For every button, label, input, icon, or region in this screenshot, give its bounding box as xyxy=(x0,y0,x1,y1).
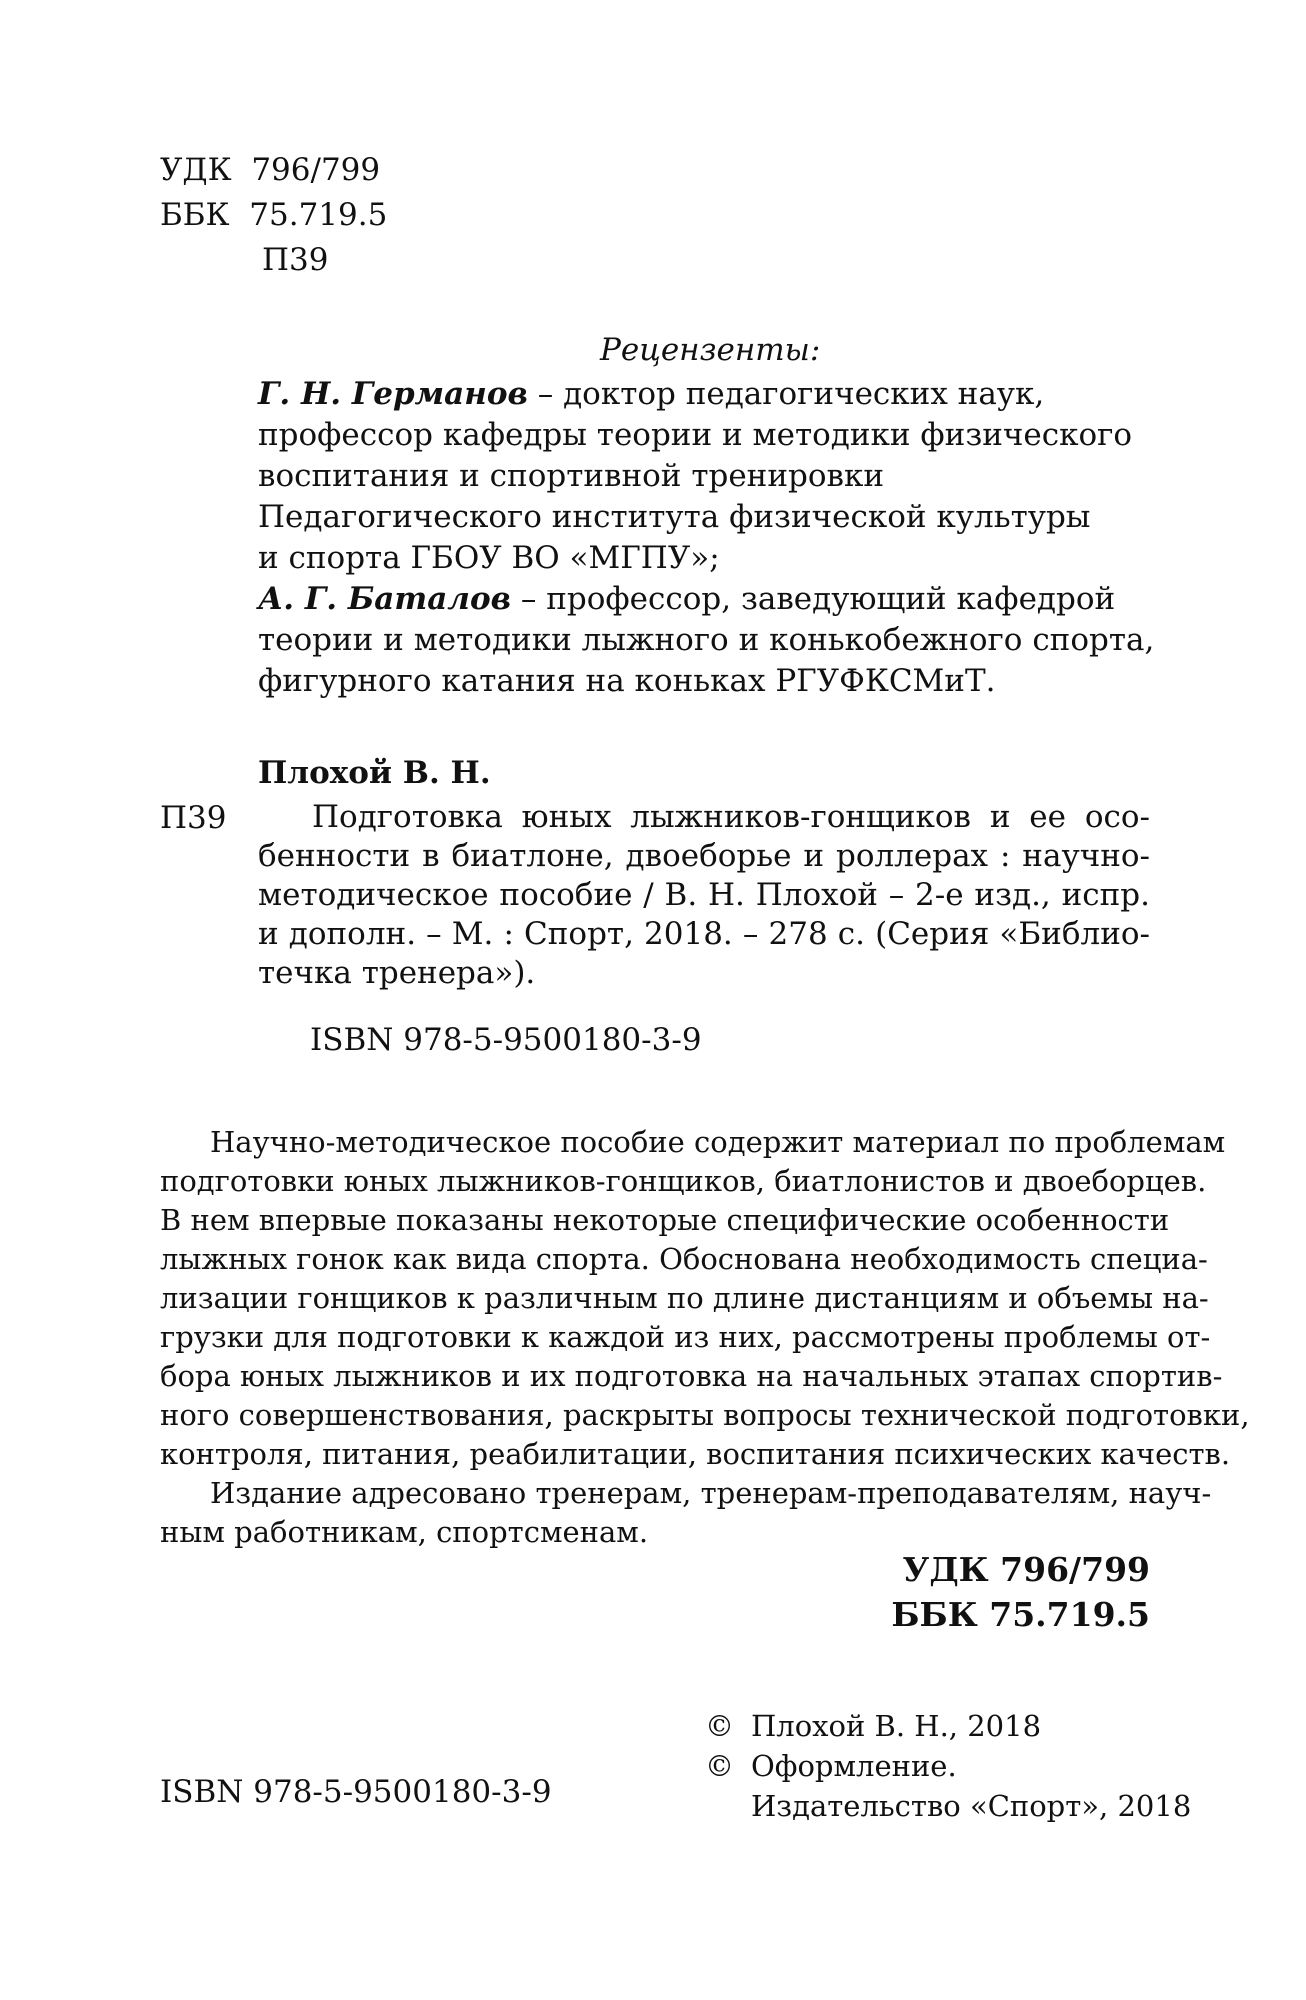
footer-isbn: ISBN 978-5-9500180-3-9 xyxy=(160,1774,552,1810)
copyright-symbol: © xyxy=(705,1749,734,1783)
record-author: Плохой В. Н. xyxy=(258,755,491,791)
reviewer-2: А. Г. Баталов – профессор, заведующий кафедрой xyxy=(258,581,1116,617)
annotation-line: ного совершенствования, раскрыты вопросы технической подготовки, xyxy=(160,1398,1250,1432)
udk-code-top: УДК 796/799 xyxy=(160,152,381,188)
reviewer-1-line-2: профессор кафедры теории и методики физического xyxy=(258,417,1133,453)
copyright-line-2: © Оформление. xyxy=(705,1746,957,1786)
author-mark-top: П39 xyxy=(262,242,329,278)
copyright-line-3: Издательство «Спорт», 2018 xyxy=(751,1789,1192,1823)
annotation-line: грузки для подготовки к каждой из них, рассмотрены проблемы от- xyxy=(160,1320,1211,1354)
copyright-symbol: © xyxy=(705,1709,734,1743)
description-line: течка тренера»). xyxy=(258,955,536,991)
record-isbn: ISBN 978-5-9500180-3-9 xyxy=(310,1022,702,1058)
annotation-line: контроля, питания, реабилитации, воспитания психических качеств. xyxy=(160,1437,1231,1471)
annotation-line: лизации гонщиков к различным по длине дистанциям и объемы на- xyxy=(160,1281,1209,1315)
annotation-line: бора юных лыжников и их подготовка на начальных этапах спортив- xyxy=(160,1359,1223,1393)
reviewer-2-name: А. Г. Баталов xyxy=(258,581,512,617)
reviewer-2-line-3: фигурного катания на коньках РГУФКСМиТ. xyxy=(258,663,996,699)
reviewer-1-line-5: и спорта ГБОУ ВО «МГПУ»; xyxy=(258,540,720,576)
annotation-line: Издание адресовано тренерам, тренерам-преподавателям, науч- xyxy=(210,1476,1212,1510)
description-line: методическое пособие / В. Н. Плохой – 2-е изд., испр. xyxy=(258,877,1150,913)
record-mark: П39 xyxy=(160,800,227,836)
annotation-line: Научно-методическое пособие содержит материал по проблемам xyxy=(210,1125,1226,1159)
bibliographic-description xyxy=(258,798,1150,993)
reviewer-1-name: Г. Н. Германов xyxy=(258,376,528,412)
copyright-line-1: © Плохой В. Н., 2018 xyxy=(705,1706,1041,1746)
reviewer-1: Г. Н. Германов – доктор педагогических наук, xyxy=(258,376,1045,412)
annotation-line: ным работникам, спортсменам. xyxy=(160,1515,649,1549)
udk-code-bottom: УДК 796/799 xyxy=(902,1550,1150,1589)
annotation xyxy=(160,1123,1250,1552)
bbk-code-top: ББК 75.719.5 xyxy=(160,197,388,233)
description-line: Подготовка юных лыжников-гонщиков и ее осо- xyxy=(312,799,1150,835)
reviewer-1-line-4: Педагогического института физической культуры xyxy=(258,499,1091,535)
annotation-line: подготовки юных лыжников-гонщиков, биатлонистов и двоеборцев. xyxy=(160,1164,1207,1198)
description-line: бенности в биатлоне, двоеборье и роллерах : научно- xyxy=(258,838,1150,874)
annotation-line: лыжных гонок как вида спорта. Обоснована необходимость специа- xyxy=(160,1242,1208,1276)
reviewer-1-line-3: воспитания и спортивной тренировки xyxy=(258,458,884,494)
description-line: и дополн. – М. : Спорт, 2018. – 278 с. (Серия «Библио- xyxy=(258,916,1150,952)
reviewers-heading: Рецензенты: xyxy=(600,332,821,368)
annotation-line: В нем впервые показаны некоторые специфические особенности xyxy=(160,1203,1170,1237)
bbk-code-bottom: ББК 75.719.5 xyxy=(891,1595,1150,1634)
reviewer-2-line-2: теории и методики лыжного и конькобежного спорта, xyxy=(258,622,1155,658)
